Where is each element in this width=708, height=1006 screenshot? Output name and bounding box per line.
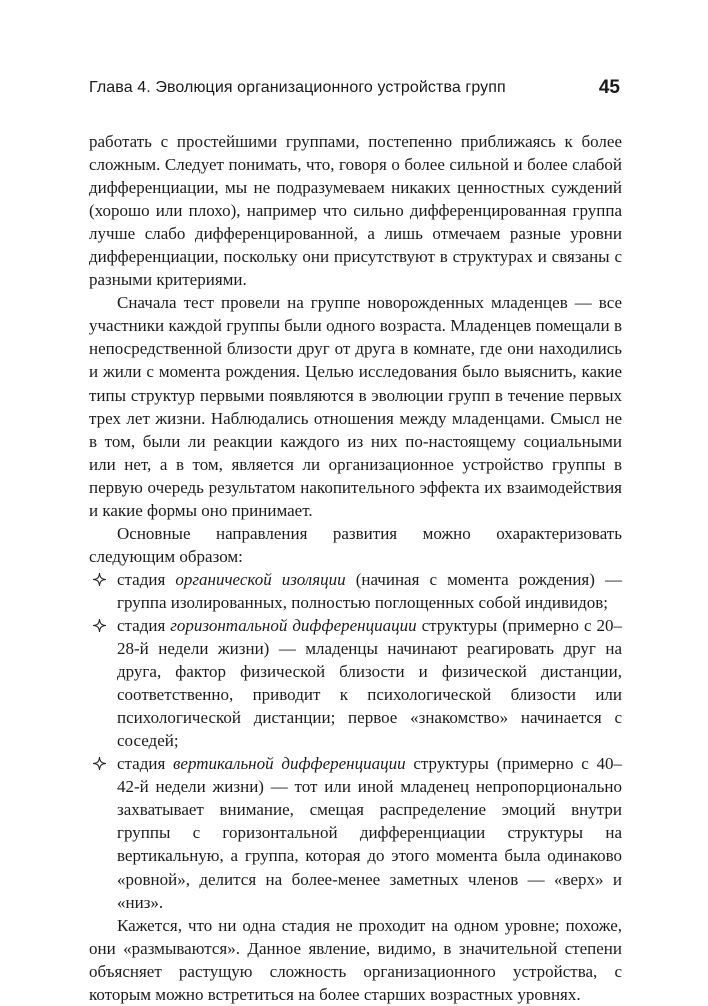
list-item-rest: (начиная с момента рождения) — группа изолированных, полностью поглощенных собой индивидов;: [117, 569, 622, 612]
list-item-emphasis: горизонтальной дифференциации: [170, 615, 417, 635]
chapter-title: Глава 4. Эволюция организационного устройства групп: [89, 79, 506, 96]
list-item-lead: стадия: [117, 754, 174, 774]
paragraph-4: Кажется, что ни одна стадия не проходит на одном уровне; похоже, они «размываются». Данное явление, видимо, в значительной степени объясняет растущую сложность организационного устройства, с которым можно встретиться на более старших возрастных уровнях.: [89, 915, 622, 1004]
body-text: [89, 130, 622, 1006]
list-item-lead: стадия: [117, 569, 176, 589]
list-item: [89, 614, 622, 752]
list-item-text: [117, 614, 622, 752]
list-item: [89, 568, 622, 614]
list-item-emphasis: органической изоляции: [175, 569, 346, 589]
stage-list: [89, 568, 622, 914]
list-item-lead: стадия: [117, 615, 171, 635]
list-item: [89, 752, 622, 913]
paragraph-2: Сначала тест провели на группе новорожденных младенцев — все участники каждой группы были одного возраста. Младенцев помещали в непосредственной близости друг от друга в комнате, где они находились и жили с момента рождения. Целью исследования было выяснить, какие типы структур первыми появляются в эволюции групп в течение первых трех лет жизни. Наблюдались отношения между младенцами. Смысл не в том, были ли реакции каждого из них по-настоящему социальными или нет, а в том, является ли организационное устройство группы в первую очередь результатом накопительного эффекта их взаимодействия и какие формы оно принимает.: [89, 293, 622, 520]
paragraph-1: работать с простейшими группами, постепенно приближаясь к более сложным. Следует понимать, что, говоря о более сильной и более слабой дифференциации, мы не подразумеваем никаких ценностных суждений (хорошо или плохо), например что сильно дифференцированная группа лучше слабо дифференцированной, а лишь отмечаем разные уровни дифференциации, поскольку они присутствуют в структурах и связаны с разными критериями.: [89, 132, 622, 290]
running-header: [89, 77, 622, 101]
four-pointed-star-icon: [93, 619, 106, 632]
four-pointed-star-icon: [93, 757, 106, 770]
paragraph-3: Основные направления развития можно охарактеризовать следующим образом:: [89, 523, 622, 566]
list-item-text: [117, 752, 622, 913]
list-item-emphasis: вертикальной дифференциации: [173, 754, 406, 774]
list-item-rest: структуры (примерно с 20–28-й недели жизни) — младенцы начинают реагировать друг на друга, фактор физической близости и физической дистанции, соответственно, приводит к психологической близости или психологической дистанции; первое «знакомство» начинается с соседей;: [117, 615, 622, 751]
list-item-rest: структуры (примерно с 40–42-й недели жизни) — тот или иной младенец непропорционально захватывает внимание, смещая распределение эмоций внутри группы с горизонтальной дифференциации структуры на вертикальную, а группа, которая до этого момента была одинаково «ровной», делится на более-менее заметных членов — «верх» и «низ».: [117, 754, 622, 912]
list-item-text: [117, 568, 622, 614]
four-pointed-star-icon: [93, 573, 106, 586]
page-number: 45: [598, 77, 620, 98]
